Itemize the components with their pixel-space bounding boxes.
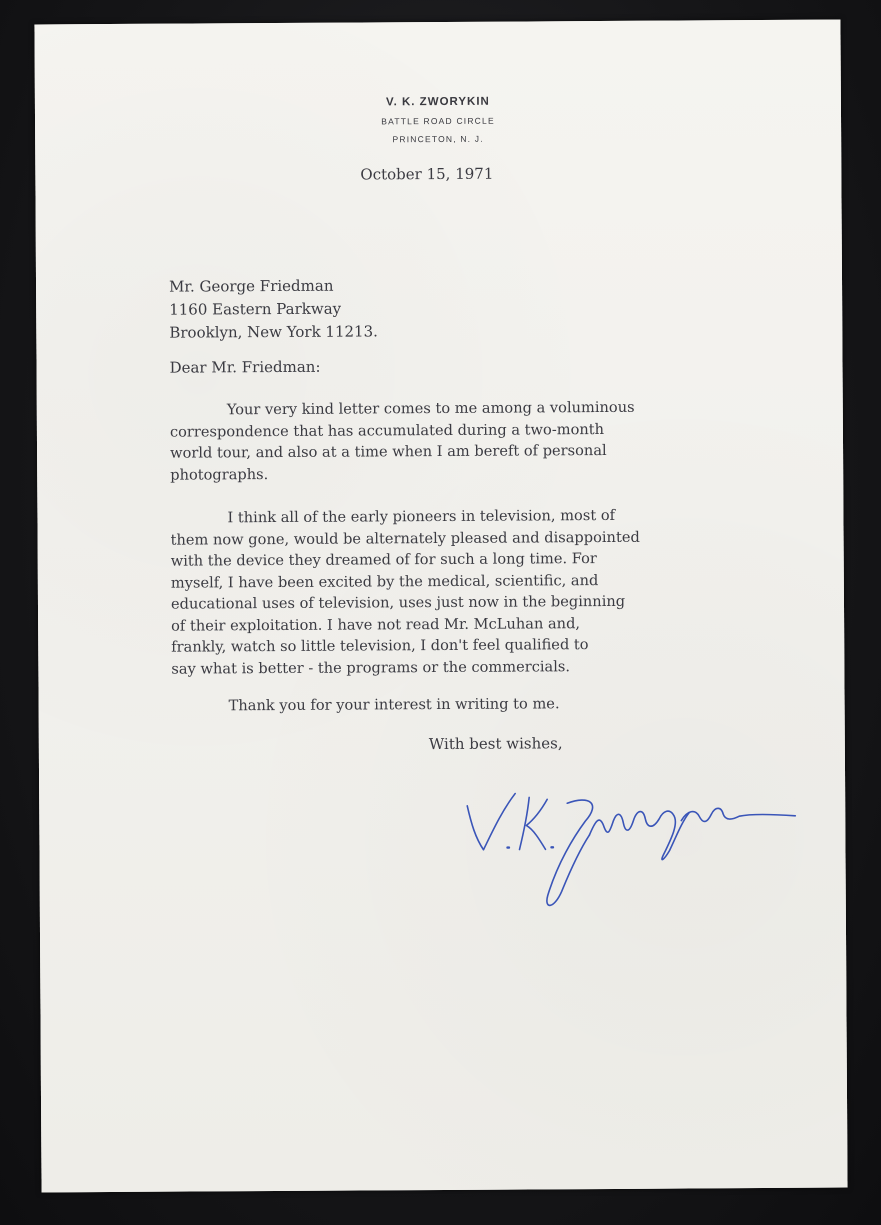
recipient-city: Brooklyn, New York 11213.: [169, 322, 378, 342]
paragraph-line: educational uses of television, uses just now in the beginning: [170, 592, 626, 613]
paragraph-line: correspondence that has accumulated during a two-month: [169, 420, 605, 441]
letterhead-name: V. K. ZWORYKIN: [385, 95, 490, 109]
paragraph-line: I think all of the early pioneers in television, most of: [227, 506, 616, 527]
paragraph-line: Thank you for your interest in writing to me.: [228, 695, 560, 715]
paragraph-1: [170, 397, 635, 486]
letterhead-street: BATTLE ROAD CIRCLE: [381, 115, 495, 127]
paragraph-line: photographs.: [170, 465, 269, 484]
letter-date: October 15, 1971: [360, 164, 494, 184]
paragraph-line: myself, I have been excited by the medical, scientific, and: [170, 571, 599, 592]
paragraph-line: of their exploitation. I have not read Mr. McLuhan and,: [171, 614, 581, 635]
paragraph-line: them now gone, would be alternately pleased and disappointed: [170, 528, 640, 549]
paragraph-3: [172, 693, 560, 717]
paragraph-line: Your very kind letter comes to me among a voluminous: [226, 398, 635, 419]
paragraph-2: [170, 505, 640, 680]
paragraph-line: with the device they dreamed of for such a long time. For: [170, 550, 597, 570]
paragraph-line: say what is better - the programs or the commercials.: [171, 657, 571, 678]
salutation: Dear Mr. Friedman:: [169, 357, 321, 377]
paragraph-line: frankly, watch so little television, I don't feel qualified to: [171, 636, 589, 656]
closing: With best wishes,: [428, 734, 563, 754]
recipient-street: 1160 Eastern Parkway: [169, 299, 342, 319]
paragraph-line: world tour, and also at a time when I am bereft of personal: [170, 441, 607, 462]
letter-paper: [34, 20, 847, 1193]
recipient-name: Mr. George Friedman: [168, 276, 334, 296]
letterhead-city: PRINCETON, N. J.: [392, 133, 484, 145]
handwritten-signature: [449, 762, 800, 924]
